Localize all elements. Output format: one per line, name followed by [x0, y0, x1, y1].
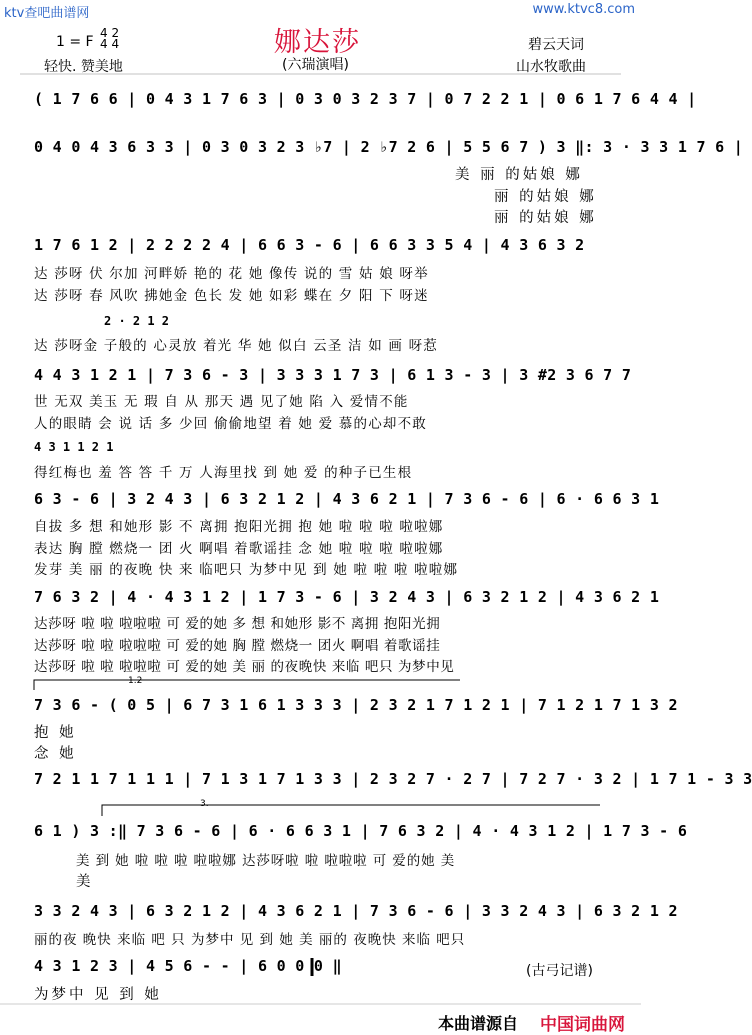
- volta-3-bracket: [102, 805, 600, 816]
- footer-source-label: 本曲谱源自: [438, 1014, 519, 1033]
- key-signature: 1 = F: [56, 34, 94, 50]
- site-name-left[interactable]: ktv查吧曲谱网: [4, 6, 90, 21]
- song-title: 娜达莎: [274, 27, 361, 58]
- volta-3-label: 3.: [200, 799, 209, 809]
- composer-credit: 山水牧歌曲: [516, 59, 586, 75]
- score-row-7-lyric-1: 自拔 多 想 和她形 影 不 离拥 抱阳光拥 抱 她 啦 啦 啦 啦啦娜: [34, 519, 444, 535]
- score-row-6-notes: 4 3 1 1 2 1: [34, 440, 114, 454]
- score-row-3-notes: 1 7 6 1 2 | 2 2 2 2 4 | 6 6 3 - 6 | 6 6 3 3 5 4 | 4 3 6 3 2: [34, 236, 585, 254]
- score-row-3-lyric-2: 达 莎呀 春 风吹 拂她金 色长 发 她 如彩 蝶在 夕 阳 下 呀迷: [34, 288, 429, 304]
- time-signature-bottom: 4 4: [100, 37, 120, 51]
- score-row-11-lyric-2: 美: [76, 874, 94, 890]
- score-row-1-notes: ( 1 7 6 6 | 0 4 3 1 7 6 3 | 0 3 0 3 2 3 7 | 0 7 2 2 1 | 0 6 1 7 6 4 4 |: [34, 90, 697, 108]
- song-subtitle: (六瑞演唱): [282, 57, 349, 73]
- score-row-4-lyric-1: 达 莎呀金 子般的 心灵放 着光 华 她 似白 云圣 洁 如 画 呀惹: [34, 338, 438, 354]
- score-row-7-lyric-2: 表达 胸 膛 燃烧一 团 火 啊唱 着歌谣挂 念 她 啦 啦 啦 啦啦娜: [34, 541, 444, 557]
- tempo-marking: 轻快. 赞美地: [44, 59, 123, 75]
- score-row-5-lyric-2: 人的眼睛 会 说 话 多 少回 偷偷地望 着 她 爱 慕的心却不敢: [34, 416, 428, 432]
- score-row-8-lyric-3: 达莎呀 啦 啦 啦啦啦 可 爱的她 美 丽 的夜晚快 来临 吧只 为梦中见: [34, 659, 455, 675]
- score-row-5-notes: 4 4 3 1 2 1 | 7 3 6 - 3 | 3 3 3 1 7 3 | 6 1 3 - 3 | 3 #2 3 6 7 7: [34, 366, 632, 384]
- score-row-2-lyric-2: 丽 的姑娘 娜: [494, 189, 597, 205]
- score-row-7-lyric-3: 发芽 美 丽 的夜晚 快 来 临吧只 为梦中见 到 她 啦 啦 啦 啦啦娜: [34, 562, 459, 578]
- score-row-3-lyric-1: 达 莎呀 伏 尔加 河畔娇 艳的 花 她 像传 说的 雪 姑 娘 呀举: [34, 266, 429, 282]
- lyricist-credit: 碧云天词: [528, 37, 584, 53]
- score-row-11-lyric-1: 美 到 她 啦 啦 啦 啦啦娜 达莎呀啦 啦 啦啦啦 可 爱的她 美: [76, 853, 456, 869]
- score-row-13-lyric-1: 为梦中 见 到 她: [34, 987, 162, 1003]
- score-row-2-lyric-1: 美 丽 的姑娘 娜: [455, 167, 583, 183]
- score-row-8-lyric-1: 达莎呀 啦 啦 啦啦啦 可 爱的她 多 想 和她形 影不 离拥 抱阳光拥: [34, 616, 441, 632]
- score-row-2-notes: 0 4 0 4 3 6 3 3 | 0 3 0 3 2 3 ♭7 | 2 ♭7 2 6 | 5 5 6 7 ) 3 ‖: 3 · 3 3 1 7 6 |: [34, 138, 744, 156]
- score-row-2-lyric-3: 丽 的姑娘 娜: [494, 210, 597, 226]
- score-row-9-notes: 7 3 6 - ( 0 5 | 6 7 3 1 6 1 3 3 3 | 2 3 2 1 7 1 2 1 | 7 1 2 1 7 1 3 2: [34, 696, 678, 714]
- score-row-9-lyric-1: 抱 她: [34, 725, 77, 741]
- score-row-8-lyric-2: 达莎呀 啦 啦 啦啦啦 可 爱的她 胸 膛 燃烧一 团火 啊唱 着歌谣挂: [34, 638, 441, 654]
- site-name-right[interactable]: www.ktvc8.com: [532, 2, 635, 17]
- score-row-12-notes: 3 3 2 4 3 | 6 3 2 1 2 | 4 3 6 2 1 | 7 3 6 - 6 | 3 3 2 4 3 | 6 3 2 1 2: [34, 902, 678, 920]
- footer-site-link[interactable]: 中国词曲网: [540, 1015, 625, 1035]
- score-row-10-notes: 7 2 1 1 7 1 1 1 | 7 1 3 1 7 1 3 3 | 2 3 2 7 · 2 7 | 7 2 7 · 3 2 | 1 7 1 - 3 3: [34, 770, 752, 788]
- score-row-13-notes: 4 3 1 2 3 | 4 5 6 - - | 6 0 0 0 ‖: [34, 957, 342, 975]
- score-row-6-lyric-1: 得红梅也 羞 答 答 千 万 人海里找 到 她 爱 的种子已生根: [34, 465, 413, 481]
- score-row-5-lyric-1: 世 无双 美玉 无 瑕 自 从 那天 遇 见了她 陷 入 爱情不能: [34, 394, 409, 410]
- score-row-12-lyric-1: 丽的夜 晚快 来临 吧 只 为梦中 见 到 她 美 丽的 夜晚快 来临 吧只: [34, 932, 466, 948]
- score-row-8-notes: 7 6 3 2 | 4 · 4 3 1 2 | 1 7 3 - 6 | 3 2 4 3 | 6 3 2 1 2 | 4 3 6 2 1: [34, 588, 660, 606]
- transcriber-credit: (古弓记谱): [526, 963, 593, 979]
- volta-1-2-label: 1.2: [128, 676, 143, 686]
- score-row-7-notes: 6 3 - 6 | 3 2 4 3 | 6 3 2 1 2 | 4 3 6 2 1 | 7 3 6 - 6 | 6 · 6 6 3 1: [34, 490, 660, 508]
- score-row-4-notes: 2 · 2 1 2: [104, 314, 170, 328]
- score-row-9-lyric-2: 念 她: [34, 746, 77, 762]
- time-signature-top: 4 2: [100, 26, 120, 40]
- volta-1-2-bracket: [34, 680, 460, 690]
- score-row-11-notes: 6 1 ) 3 :‖ 7 3 6 - 6 | 6 · 6 6 3 1 | 7 6 3 2 | 4 · 4 3 1 2 | 1 7 3 - 6: [34, 822, 688, 840]
